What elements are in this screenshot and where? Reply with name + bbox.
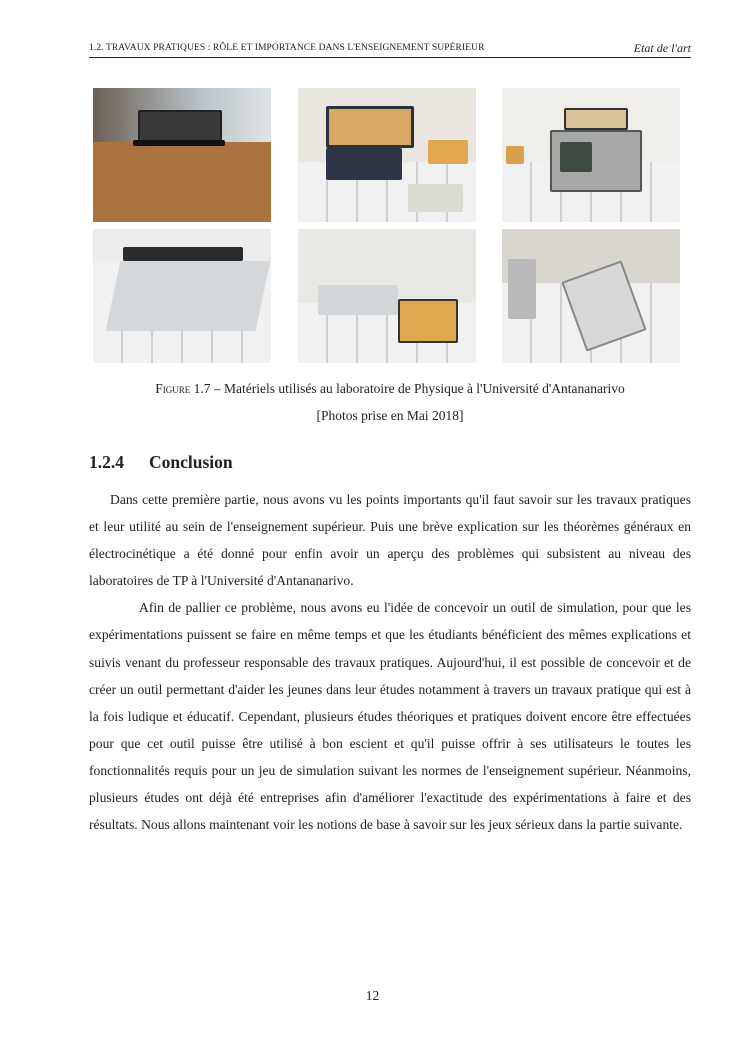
figure-label: Figure 1.7 <box>155 381 211 396</box>
section-title: Conclusion <box>149 452 233 472</box>
photo-oscilloscope <box>502 88 680 222</box>
photo-circuit-board <box>93 229 271 363</box>
section-number: 1.2.4 <box>89 452 124 472</box>
running-header <box>89 41 691 58</box>
figure-caption-line2: [Photos prise en Mai 2018] <box>316 408 464 423</box>
photo-board-and-supply <box>298 229 476 363</box>
figure-photo-grid <box>93 88 680 363</box>
figure-caption <box>89 381 691 397</box>
paragraph: Dans cette première partie, nous avons vu les points importants qu'il faut savoir sur les travaux pratiques et leur utilité au sein de l'enseignement supérieur. Puis une brève explication sur les théorèmes généraux en électrocinétique a été donné pour enfin avoir un aperçu des problèmes qui subsistent au niveau des laboratoires de TP à l'Université d'Antananarivo. <box>89 492 691 589</box>
photo-multimeter <box>93 88 271 222</box>
body-text <box>89 486 691 838</box>
figure-caption-text: – Matériels utilisés au laboratoire de Physique à l'Université d'Antananarivo <box>210 381 625 396</box>
photo-power-supplies <box>298 88 476 222</box>
page-number: 12 <box>365 988 380 1003</box>
paragraph: Afin de pallier ce problème, nous avons eu l'idée de concevoir un outil de simulation, pour que les expérimentations puissent se faire en même temps et que les étudiants bénéficient des mêmes explications et suivis venant du professeur responsable des travaux pratiques. Aujourd'hui, il est possible de concevoir et de créer un outil permettant d'aider les jeunes dans leur études notamment à travers un travaux pratique qui est à la fois ludique et éducatif. Cependant, plusieurs études théoriques et pratiques doivent encore être effectuées pour que cet outil puisse être utilisé à bon escient et qu'il puisse offrir à ses utilisateurs le toutes les fonctionnalités requis pour un jeu de simulation suivant les normes de l'enseignement supérieur. Néanmoins, plusieurs études ont déjà été entreprises afin d'améliorer l'exactitude des expérimentations à faire et des résultats. Nous allons maintenant voir les notions de base à savoir sur les jeux sérieux dans la partie suivante. <box>89 600 691 833</box>
header-chapter-title: Etat de l'art <box>633 41 691 55</box>
header-section-title: 1.2. TRAVAUX PRATIQUES : RÔLE ET IMPORTANCE DANS L'ENSEIGNEMENT SUPÉRIEUR <box>89 43 485 53</box>
photo-lamp-equipment <box>502 229 680 363</box>
section-heading <box>89 452 233 473</box>
